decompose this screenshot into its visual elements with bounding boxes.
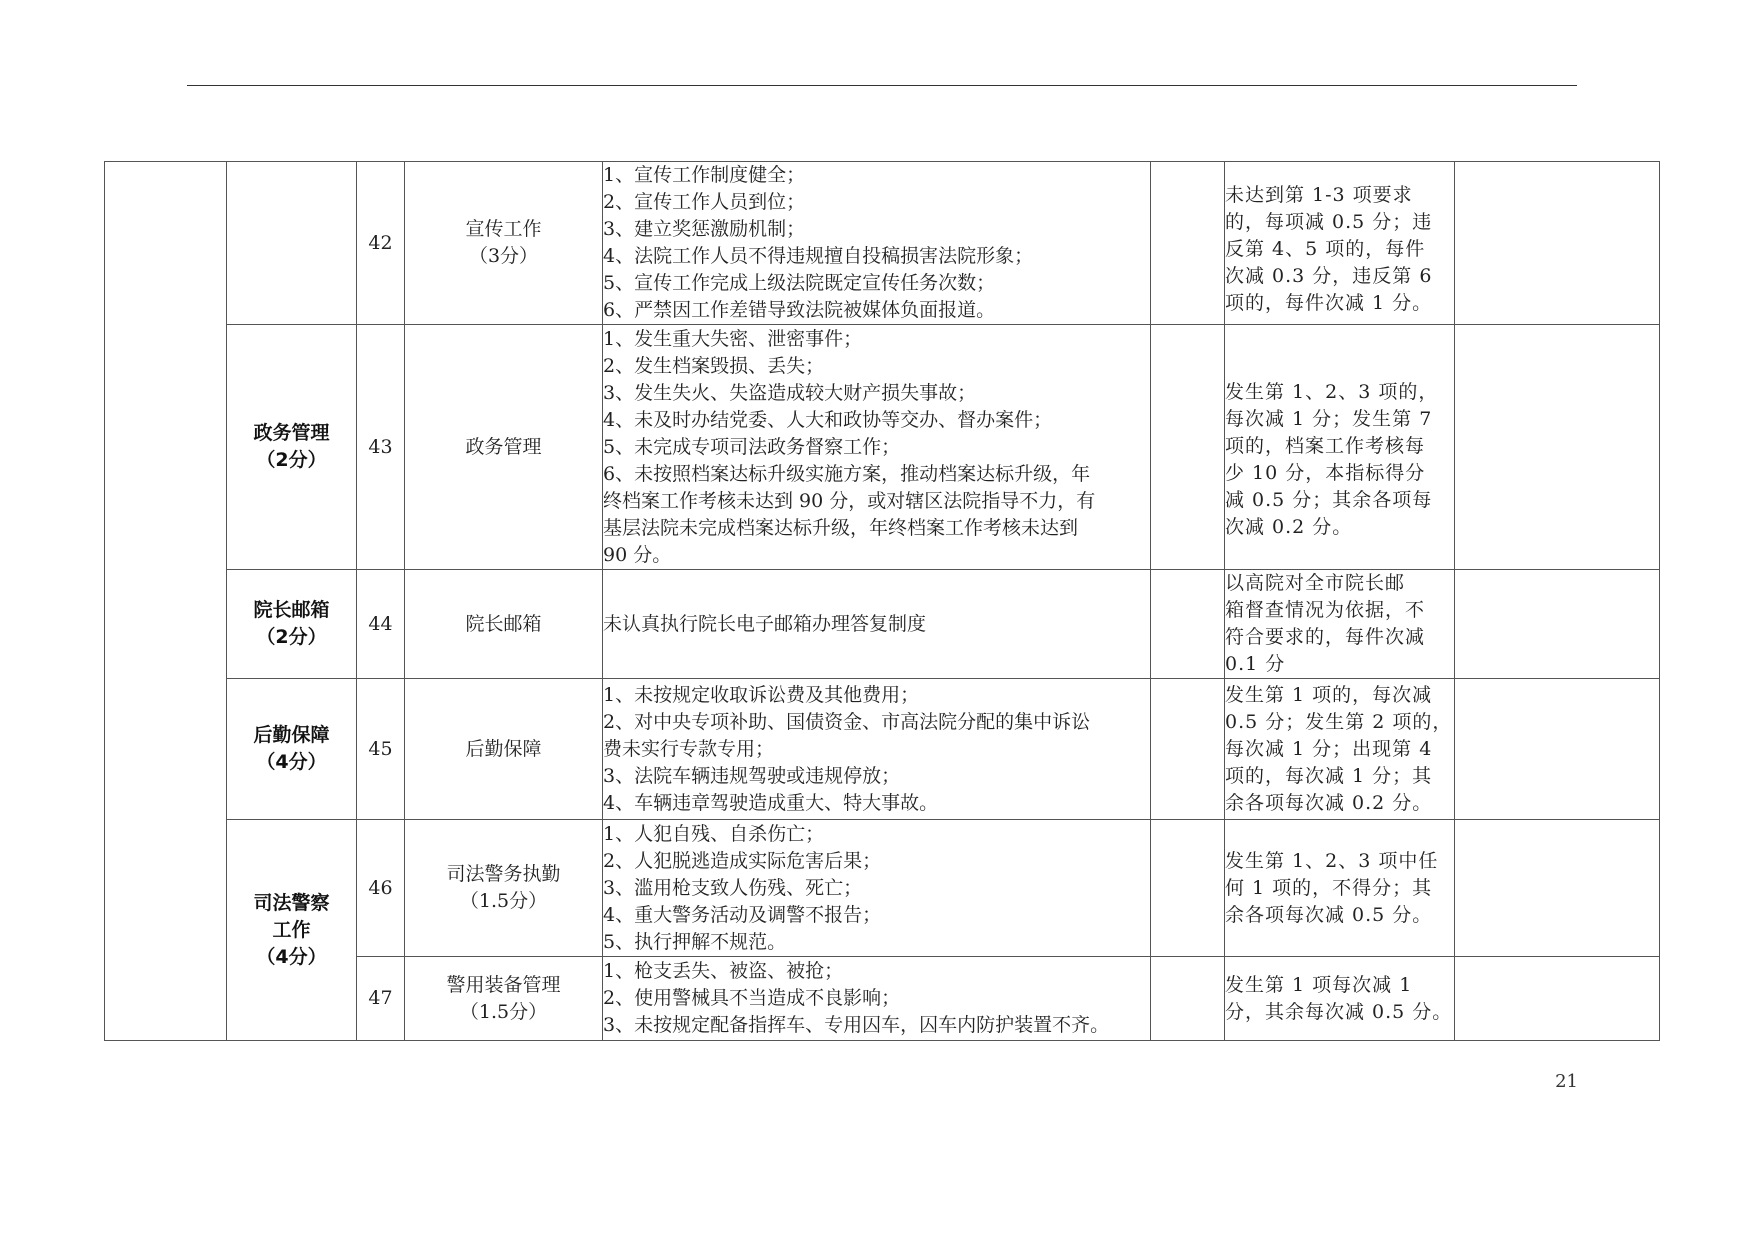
page-number: 21 — [1555, 1071, 1578, 1092]
deduction-rule: 发生第 1、2、3 项的， 每次减 1 分；发生第 7 项的，档案工作考核每 少 10 分，本指标得分 减 0.5 分；其余各项每 次减 0.2 分。 — [1225, 325, 1455, 570]
deduction-rule: 发生第 1 项的，每次减 0.5 分；发生第 2 项的， 每次减 1 分；出现第 4 项的，每次减 1 分；其 余各项每次减 0.2 分。 — [1225, 679, 1455, 820]
category-cell: 院长邮箱 （2分） — [227, 570, 357, 679]
item-number: 43 — [357, 325, 405, 570]
remarks-cell — [1455, 820, 1660, 957]
category-cell: 后勤保障 （4分） — [227, 679, 357, 820]
assessment-table — [104, 161, 1660, 1041]
deduction-rule: 未达到第 1-3 项要求 的，每项减 0.5 分；违 反第 4、5 项的，每件 次减 0.3 分，违反第 6 项的，每件次减 1 分。 — [1225, 162, 1455, 325]
remarks-cell — [1455, 162, 1660, 325]
score-cell — [1151, 570, 1225, 679]
header-rule — [187, 85, 1577, 86]
remarks-cell — [1455, 570, 1660, 679]
item-number: 42 — [357, 162, 405, 325]
table-row — [105, 820, 1660, 957]
assessment-content: 1、宣传工作制度健全； 2、宣传工作人员到位； 3、建立奖惩激励机制； 4、法院工作人员不得违规擅自投稿损害法院形象； 5、宣传工作完成上级法院既定宣传任务次数； 6、严禁因工作差错导致法院被媒体负面报道。 — [603, 162, 1151, 325]
section-cell — [105, 162, 227, 1041]
item-name: 司法警务执勤 （1.5分） — [405, 820, 603, 957]
table-row — [105, 679, 1660, 820]
deduction-rule: 以高院对全市院长邮 箱督查情况为依据，不 符合要求的，每件次减 0.1 分 — [1225, 570, 1455, 679]
category-cell: 政务管理 （2分） — [227, 325, 357, 570]
item-number: 44 — [357, 570, 405, 679]
score-cell — [1151, 325, 1225, 570]
table-row — [105, 162, 1660, 325]
deduction-rule: 发生第 1、2、3 项中任 何 1 项的，不得分；其 余各项每次减 0.5 分。 — [1225, 820, 1455, 957]
item-name: 宣传工作 （3分） — [405, 162, 603, 325]
assessment-content: 未认真执行院长电子邮箱办理答复制度 — [603, 570, 1151, 679]
item-name: 后勤保障 — [405, 679, 603, 820]
assessment-content: 1、发生重大失密、泄密事件； 2、发生档案毁损、丢失； 3、发生失火、失盗造成较大财产损失事故； 4、未及时办结党委、人大和政协等交办、督办案件； 5、未完成专项司法政务督察工作； 6、未按照档案达标升级实施方案，推动档案达标升级，年 终档案工作考核未达到 90 分，或对辖区法院指导不力，有 基层法院未完成档案达标升级，年终档案工作考核未达到 90 分。 — [603, 325, 1151, 570]
item-number: 46 — [357, 820, 405, 957]
assessment-content: 1、枪支丢失、被盗、被抢； 2、使用警械具不当造成不良影响； 3、未按规定配备指挥车、专用囚车，囚车内防护装置不齐。 — [603, 957, 1151, 1041]
item-number: 47 — [357, 957, 405, 1041]
category-cell — [227, 162, 357, 325]
assessment-content: 1、人犯自残、自杀伤亡； 2、人犯脱逃造成实际危害后果； 3、滥用枪支致人伤残、死亡； 4、重大警务活动及调警不报告； 5、执行押解不规范。 — [603, 820, 1151, 957]
remarks-cell — [1455, 679, 1660, 820]
table-row — [105, 325, 1660, 570]
score-cell — [1151, 679, 1225, 820]
assessment-content: 1、未按规定收取诉讼费及其他费用； 2、对中央专项补助、国债资金、市高法院分配的集中诉讼 费未实行专款专用； 3、法院车辆违规驾驶或违规停放； 4、车辆违章驾驶造成重大、特大事故。 — [603, 679, 1151, 820]
item-number: 45 — [357, 679, 405, 820]
score-cell — [1151, 957, 1225, 1041]
category-cell: 司法警察 工作 （4分） — [227, 820, 357, 1041]
remarks-cell — [1455, 325, 1660, 570]
table-row — [105, 570, 1660, 679]
deduction-rule: 发生第 1 项每次减 1 分，其余每次减 0.5 分。 — [1225, 957, 1455, 1041]
item-name: 警用装备管理 （1.5分） — [405, 957, 603, 1041]
item-name: 政务管理 — [405, 325, 603, 570]
remarks-cell — [1455, 957, 1660, 1041]
score-cell — [1151, 820, 1225, 957]
item-name: 院长邮箱 — [405, 570, 603, 679]
score-cell — [1151, 162, 1225, 325]
